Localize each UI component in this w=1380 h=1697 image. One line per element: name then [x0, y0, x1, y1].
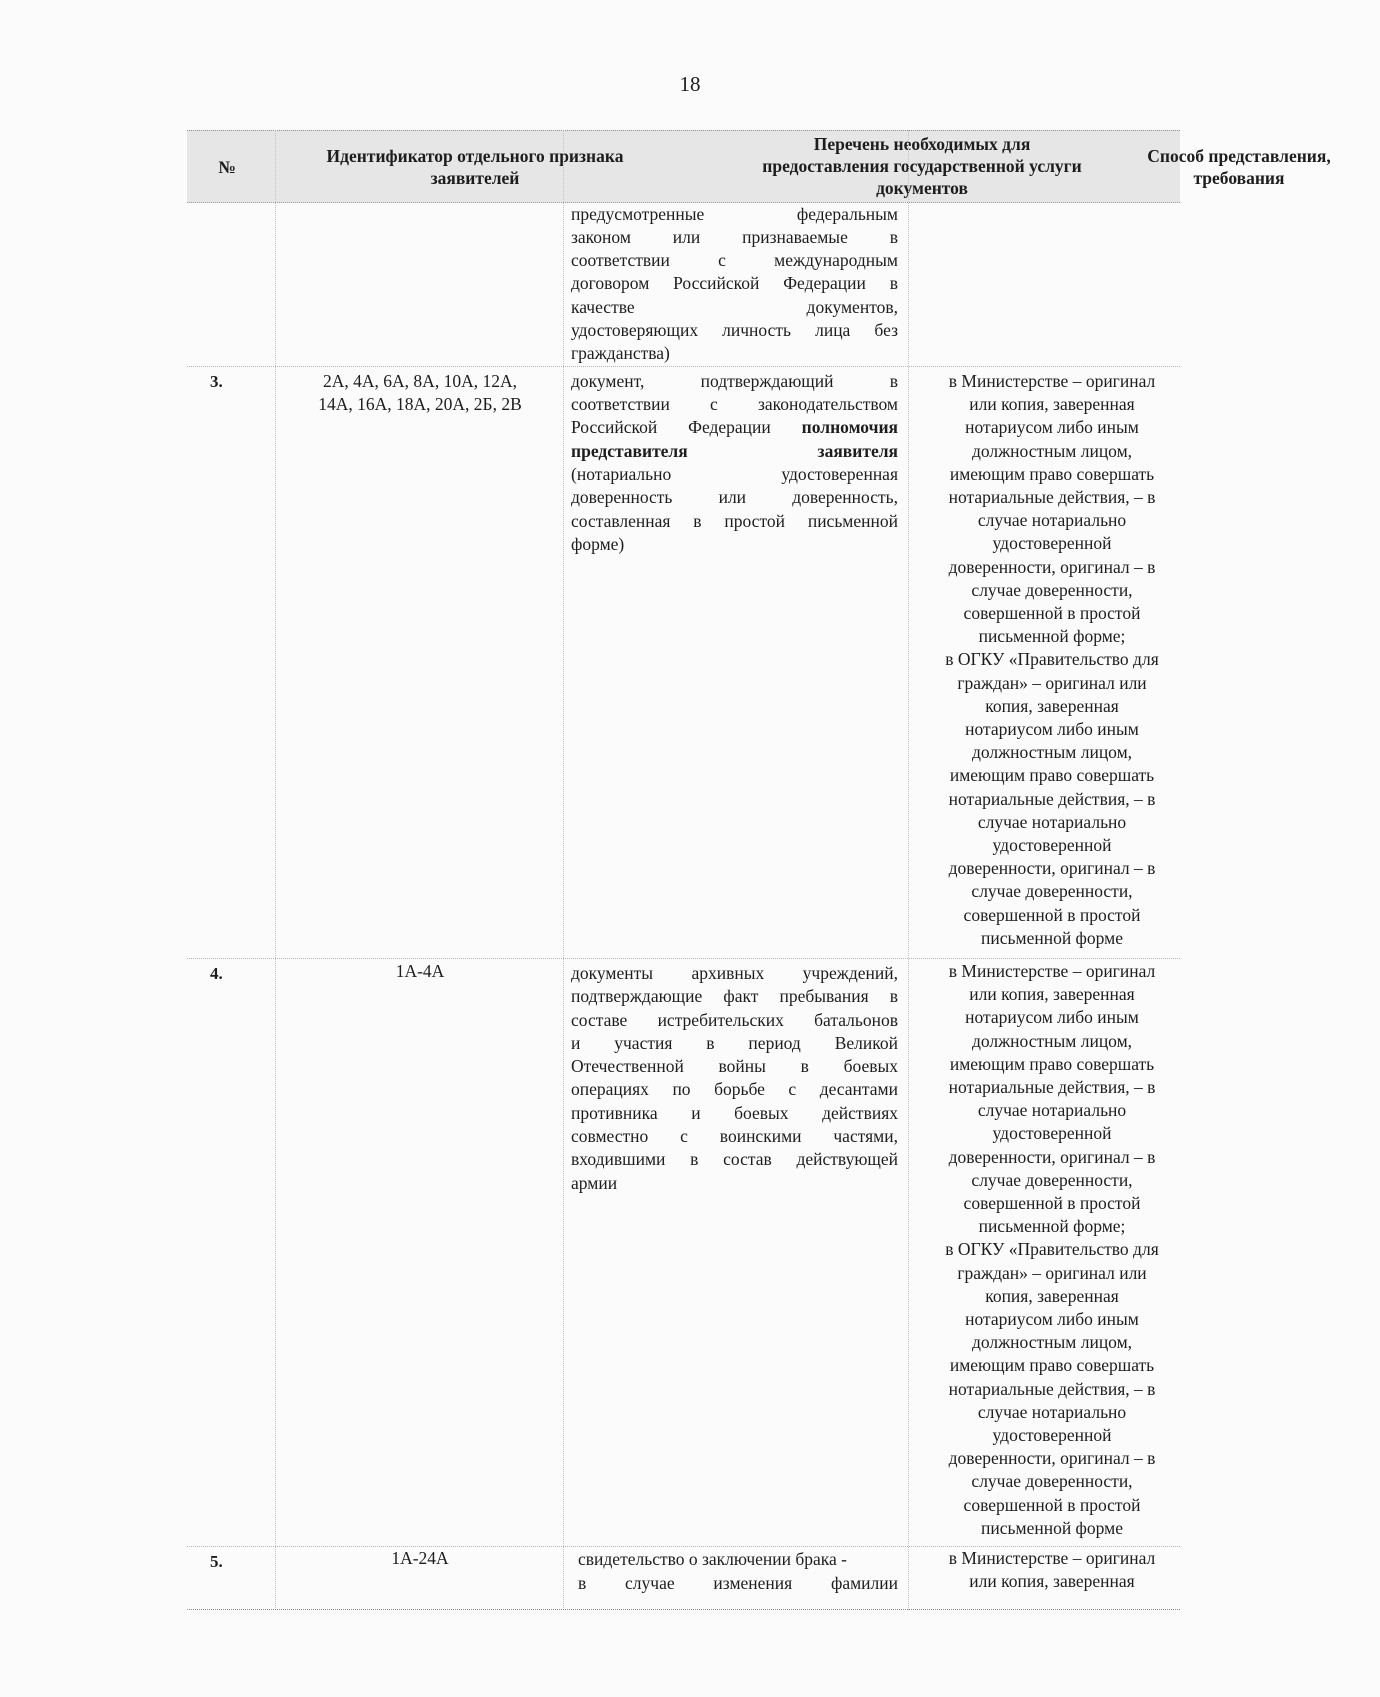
text-line: договором Российской Федерации в [571, 273, 898, 293]
text-line: составе истребительских батальонов [571, 1010, 898, 1030]
table-header-row [187, 130, 1331, 203]
row-divider [187, 958, 1180, 959]
column-divider [908, 130, 909, 1610]
header-method: Способ представления, требования [1147, 145, 1331, 188]
text-line: соответствии с международным [571, 250, 898, 270]
text-line: в случае изменения фамилии [578, 1573, 898, 1593]
identifier-line: 2А, 4А, 6А, 8А, 10А, 12А, [323, 371, 517, 391]
header-identifier: Идентификатор отдельного признака заявителей [326, 145, 624, 188]
text-line: армии [571, 1173, 618, 1193]
text-line: удостоверяющих личность лица без [571, 320, 898, 340]
text-line: предусмотренные федеральным [571, 204, 898, 224]
page-number: 18 [679, 72, 701, 96]
text-segment: Российской Федерации [571, 417, 771, 437]
bold-text: полномочия [801, 417, 898, 437]
method-text: в Министерстве – оригинал или копия, заверенная [948, 1548, 1156, 1592]
text-line: Отечественной войны в боевых [571, 1056, 898, 1076]
header-number: № [218, 156, 236, 177]
text-line: входившими в состав действующей [571, 1149, 898, 1169]
text-line: составленная в простой письменной [571, 511, 898, 531]
bold-text-line: представителя заявителя [571, 441, 898, 461]
identifier-line: 14А, 16А, 18А, 20А, 2Б, 2В [318, 394, 522, 414]
column-divider [275, 130, 276, 1610]
text-line: подтверждающие факт пребывания в [571, 986, 898, 1006]
text-line: и участия в период Великой [571, 1033, 898, 1053]
text-line: гражданства) [571, 343, 670, 363]
text-line: совместно с воинскими частями, [571, 1126, 898, 1146]
text-line: доверенность или доверенность, [571, 487, 898, 507]
row-number: 4. [210, 964, 223, 983]
text-line: форме) [571, 534, 625, 554]
method-text: в Министерстве – оригинал или копия, заверенная нотариусом либо иным должностным лицом, имеющим право совершать нотариальные действия, – в случае нотариально удостоверенной доверенности, оригинал – в случае доверенности, совершенной в простой письменной форме; в ОГКУ «Правительство для граждан» – оригинал или копия, заверенная нотариусом либо иным должностным лицом, имеющим право совершать нотариальные действия, – в случае нотариально удостоверенной доверенности, оригинал – в случае доверенности, совершенной в простой письменной форме [945, 371, 1159, 948]
row-number: 3. [210, 372, 223, 391]
header-documents: Перечень необходимых для предоставления государственной услуги документов [762, 134, 1082, 198]
text-line: операциях по борьбе с десантами [571, 1079, 898, 1099]
method-text: в Министерстве – оригинал или копия, заверенная нотариусом либо иным должностным лицом, имеющим право совершать нотариальные действия, – в случае нотариально удостоверенной доверенности, оригинал – в случае доверенности, совершенной в простой письменной форме; в ОГКУ «Правительство для граждан» – оригинал или копия, заверенная нотариусом либо иным должностным лицом, имеющим право совершать нотариальные действия, – в случае нотариально удостоверенной доверенности, оригинал – в случае доверенности, совершенной в простой письменной форме [945, 961, 1159, 1538]
row-number: 5. [210, 1552, 223, 1571]
text-line [571, 416, 898, 439]
text-line: соответствии с законодательством [571, 394, 898, 414]
text-line: качестве документов, [571, 297, 898, 317]
text-line: свидетельство о заключении брака - [578, 1549, 847, 1569]
row-divider [187, 366, 1180, 367]
column-divider [563, 130, 564, 1610]
text-line: документы архивных учреждений, [571, 963, 898, 983]
row-divider [187, 1609, 1180, 1610]
text-line: противника и боевых действиях [571, 1103, 898, 1123]
text-line: документ, подтверждающий в [571, 371, 898, 391]
identifier-line: 1А-24А [391, 1548, 449, 1568]
identifier-line: 1А-4А [395, 961, 445, 981]
text-line: законом или признаваемые в [571, 227, 898, 247]
text-line: (нотариально удостоверенная [571, 464, 898, 484]
